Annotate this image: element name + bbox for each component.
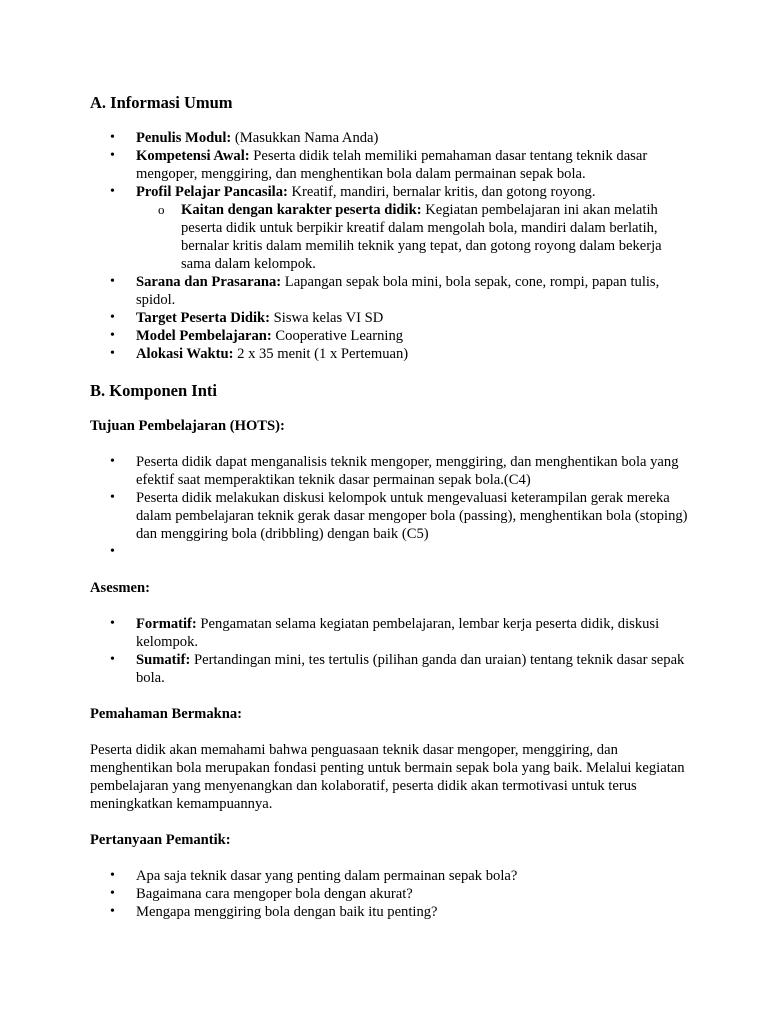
sub-item-text: Kegiatan pembelajaran ini akan melatih peserta didik untuk berpikir kreatif dalam mengolah bola, mandiri dalam berlatih, bernalar kritis dalam memilih teknik yang tepat, dan gotong royong dalam bekerja sama dalam kelompok. <box>181 202 662 272</box>
asesmen-heading: Asesmen: <box>90 580 150 596</box>
item-label: Profil Pelajar Pancasila: <box>136 184 288 200</box>
item-label: Alokasi Waktu: <box>136 346 234 362</box>
list-item <box>90 885 690 903</box>
item-text: Peserta didik melakukan diskusi kelompok untuk mengevaluasi keterampilan gerak mereka dalam pembelajaran teknik gerak dasar mengoper bola (passing), menghentikan bola (stoping) dan menggiring bola (dribbling) dengan baik (C5) <box>136 490 688 542</box>
bullet-icon: • <box>110 868 115 883</box>
list-item <box>90 345 690 363</box>
pemahaman-paragraph: Peserta didik akan memahami bahwa penguasaan teknik dasar mengoper, menggiring, dan menghentikan bola merupakan fondasi penting untuk bermain sepak bola yang baik. Melalui kegiatan pembelajaran yang menyenangkan dan kolaboratif, peserta didik akan termotivasi untuk terus meningkatkan kemampuannya. <box>90 742 685 812</box>
list-item <box>90 327 690 345</box>
sub-item-label: Kaitan dengan karakter peserta didik: <box>181 202 422 218</box>
bullet-icon: • <box>110 544 115 559</box>
item-label: Formatif: <box>136 616 197 632</box>
document-page <box>90 92 690 921</box>
pertanyaan-heading: Pertanyaan Pemantik: <box>90 832 231 848</box>
bullet-icon: • <box>110 904 115 919</box>
item-label: Model Pembelajaran: <box>136 328 272 344</box>
sub-list <box>136 201 690 273</box>
list-item <box>90 615 690 651</box>
bullet-icon: • <box>110 274 115 289</box>
item-text: Apa saja teknik dasar yang penting dalam permainan sepak bola? <box>136 868 518 884</box>
item-text: Peserta didik dapat menganalisis teknik mengoper, menggiring, dan menghentikan bola yang efektif saat memperaktikan teknik dasar permainan sepak bola.(C4) <box>136 454 679 488</box>
item-text: Peserta didik telah memiliki pemahaman dasar tentang teknik dasar mengoper, menggiring, dan menghentikan bola dalam permainan sepak bola. <box>136 148 648 182</box>
bullet-icon: • <box>110 130 115 145</box>
bullet-icon: • <box>110 184 115 199</box>
list-item <box>90 309 690 327</box>
item-text: Lapangan sepak bola mini, bola sepak, cone, rompi, papan tulis, spidol. <box>136 274 660 308</box>
item-text: Bagaimana cara mengoper bola dengan akurat? <box>136 886 413 902</box>
bullet-icon: • <box>110 454 115 469</box>
item-text: Siswa kelas VI SD <box>270 310 384 326</box>
list-item <box>90 273 690 309</box>
list-item <box>90 453 690 489</box>
bullet-icon: • <box>110 148 115 163</box>
list-item <box>90 183 690 273</box>
tujuan-heading: Tujuan Pembelajaran (HOTS): <box>90 418 285 434</box>
list-item <box>90 147 690 183</box>
sub-list-item <box>136 201 690 273</box>
tujuan-list <box>90 453 690 561</box>
item-text: (Masukkan Nama Anda) <box>231 130 379 146</box>
item-text: Cooperative Learning <box>271 328 404 344</box>
item-label: Penulis Modul: <box>136 130 232 146</box>
item-label: Target Peserta Didik: <box>136 310 271 326</box>
bullet-icon: • <box>110 886 115 901</box>
list-item <box>90 903 690 921</box>
list-item <box>90 543 690 561</box>
pertanyaan-list <box>90 867 690 921</box>
bullet-icon: • <box>110 490 115 505</box>
item-label: Sarana dan Prasarana: <box>136 274 282 290</box>
section-b-heading: B. Komponen Inti <box>90 381 217 400</box>
bullet-icon: • <box>110 328 115 343</box>
item-label: Kompetensi Awal: <box>136 148 250 164</box>
list-item <box>90 129 690 147</box>
asesmen-list <box>90 615 690 687</box>
bullet-icon: • <box>110 310 115 325</box>
list-item <box>90 489 690 543</box>
item-text: Kreatif, mandiri, bernalar kritis, dan gotong royong. <box>287 184 596 200</box>
general-info-list <box>90 129 690 363</box>
bullet-icon: • <box>110 652 115 667</box>
list-item <box>90 651 690 687</box>
item-text: Mengapa menggiring bola dengan baik itu penting? <box>136 904 438 920</box>
bullet-icon: • <box>110 616 115 631</box>
item-text: Pertandingan mini, tes tertulis (pilihan ganda dan uraian) tentang teknik dasar sepak bola. <box>136 652 685 686</box>
bullet-icon: • <box>110 346 115 361</box>
pemahaman-heading: Pemahaman Bermakna: <box>90 706 243 722</box>
circle-bullet-icon: o <box>158 202 165 217</box>
list-item <box>90 867 690 885</box>
item-text: Pengamatan selama kegiatan pembelajaran, lembar kerja peserta didik, diskusi kelompok. <box>136 616 660 650</box>
section-a-heading: A. Informasi Umum <box>90 93 233 112</box>
item-label: Sumatif: <box>136 652 191 668</box>
item-text: 2 x 35 menit (1 x Pertemuan) <box>233 346 409 362</box>
